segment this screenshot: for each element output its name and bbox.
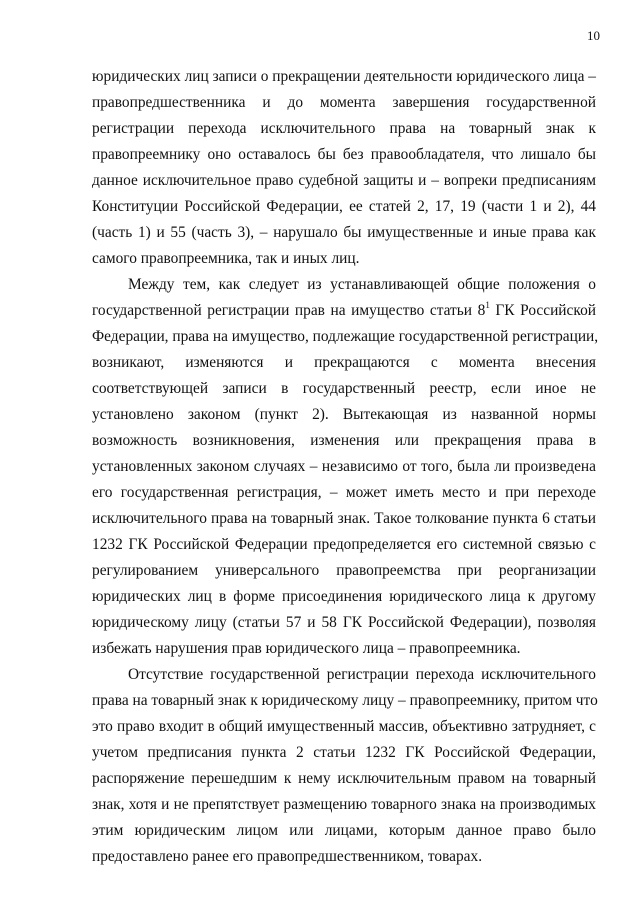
text-line: возможность возникновения, изменения или прекращения права в — [92, 432, 596, 449]
text-line: Федерации, права на имущество, подлежащие государственной регистрации, — [92, 328, 599, 345]
text-line: этим юридическим лицом или лицами, которым данное право было — [92, 822, 596, 839]
text-line: знак, хотя и не препятствует размещению товарного знака на производимых — [92, 796, 596, 813]
text-line: исключительного права на товарный знак. Такое толкование пункта 6 статьи — [92, 510, 596, 527]
text-line: Отсутствие государственной регистрации перехода исключительного — [128, 666, 596, 683]
text-line: избежать нарушения прав юридического лица – правопреемника. — [92, 640, 521, 657]
text-line-with-superscript — [92, 298, 596, 324]
text-line: это право входит в общий имущественный массив, объективно затрудняет, с — [92, 718, 596, 735]
text-line: соответствующей записи в государственный реестр, если иное не — [92, 380, 596, 397]
text-line: распоряжение перешедшим к нему исключительным правом на товарный — [92, 770, 596, 787]
text-fragment: ГК Российской — [489, 302, 596, 319]
text-line: правопреемнику оно оставалось бы без правообладателя, что лишало бы — [92, 146, 596, 163]
text-line: предоставлено ранее его правопредшественником, товарах. — [92, 848, 483, 865]
text-line: 1232 ГК Российской Федерации предопределяется его системной связью с — [92, 536, 596, 553]
document-body — [92, 64, 599, 870]
text-line: права на товарный знак к юридическому лицу – правопреемнику, притом что — [92, 692, 598, 709]
text-line: юридических лиц в форме присоединения юридического лица к другому — [92, 588, 596, 605]
text-line: учетом предписания пункта 2 статьи 1232 ГК Российской Федерации, — [92, 744, 596, 761]
text-line: Конституции Российской Федерации, ее статей 2, 17, 19 (части 1 и 2), 44 — [92, 198, 596, 215]
page-number: 10 — [587, 28, 600, 43]
paragraph — [92, 64, 596, 272]
paragraph — [92, 272, 599, 662]
text-line: юридических лиц записи о прекращении деятельности юридического лица – — [92, 68, 596, 85]
text-line: данное исключительное право судебной защиты и – вопреки предписаниям — [92, 172, 596, 189]
text-fragment: государственной регистрации прав на имущество статьи 8 — [92, 302, 486, 319]
text-line: (часть 1) и 55 (часть 3), – нарушало бы имущественные и иные права как — [92, 224, 596, 241]
text-line: регулированием универсального правопреемства при реорганизации — [92, 562, 596, 579]
text-line: возникают, изменяются и прекращаются с момента внесения — [92, 354, 596, 371]
text-line: установленных законом случаях – независимо от того, была ли произведена — [92, 458, 596, 475]
text-line: установлено законом (пункт 2). Вытекающая из названной нормы — [92, 406, 596, 423]
text-line: регистрации перехода исключительного права на товарный знак к — [92, 120, 596, 137]
superscript: 1 — [485, 300, 490, 310]
text-line: Между тем, как следует из устанавливающей общие положения о — [128, 276, 596, 293]
text-line: его государственная регистрация, – может иметь место и при переходе — [92, 484, 596, 501]
text-line: правопредшественника и до момента завершения государственной — [92, 94, 596, 111]
text-line: юридическому лицу (статьи 57 и 58 ГК Российской Федерации), позволяя — [92, 614, 596, 631]
text-line: самого правопреемника, так и иных лиц. — [92, 250, 360, 267]
paragraph — [92, 662, 596, 870]
